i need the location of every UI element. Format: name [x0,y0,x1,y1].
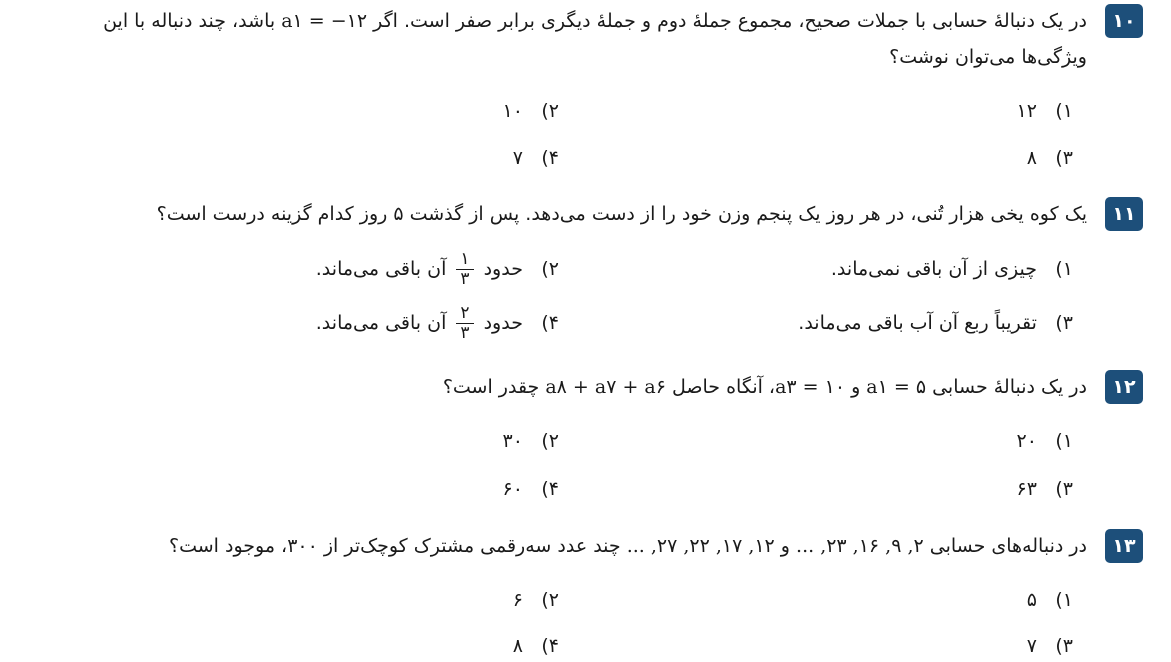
question-stem: در دنباله‌های حسابی ... ,۲۳ ,۱۶ ,۹ ,۲ و ... ,۲۷ ,۲۲ ,۱۷ ,۱۲ چند عدد سه‌رقمی مشترک کوچک‌تر از ۳۰۰، موجود است؟ [47,528,1087,564]
option-3[interactable]: ۳) ۷ [1026,635,1073,657]
sequence-1: ... ,۲۳ ,۱۶ ,۹ ,۲ [796,535,924,557]
option-2[interactable]: ۲) ۳۰ [502,430,559,452]
option-4[interactable]: ۴) ۶۰ [502,478,559,500]
option-1[interactable]: ۱) ۱۲ [1016,100,1073,122]
option-2[interactable]: ۲) ۱۰ [502,100,559,122]
option-2[interactable]: ۲) ۶ [512,589,559,611]
option-1[interactable]: ۱) ۵ [1026,589,1073,611]
question-number-badge: ۱۱ [1105,197,1143,231]
option-4[interactable]: ۴) ۷ [512,147,559,169]
option-3[interactable]: ۳) ۶۳ [1016,478,1073,500]
option-4[interactable]: ۴) ۸ [512,635,559,657]
option-1[interactable]: ۱) چیزی از آن باقی نمی‌ماند. [830,258,1073,280]
math-expression: a۳ = ۱۰ [775,376,846,398]
math-expression: a۸ + a۷ + a۶ [545,376,666,398]
option-4[interactable]: ۴) حدود $\frac{۲}{۳}$ آن باقی می‌ماند. [315,303,559,343]
fraction: $\frac{۱}{۳}$ [456,250,473,289]
sequence-2: ... ,۲۷ ,۲۲ ,۱۷ ,۱۲ [626,535,775,557]
question-number-badge: ۱۰ [1105,4,1143,38]
option-1[interactable]: ۱) ۲۰ [1016,430,1073,452]
option-3[interactable]: ۳) ۸ [1026,147,1073,169]
math-expression: a۱ = −۱۲ [281,10,368,32]
question-number-badge: ۱۳ [1105,529,1143,563]
question-stem: در یک دنبالهٔ حسابی با جملات صحیح، مجموع جملهٔ دوم و جملهٔ دیگری برابر صفر است. اگر a۱ = −۱۲ باشد، چند دنباله با این ویژگی‌ها می‌توان نوشت؟ [103,10,1087,68]
fraction: $\frac{۲}{۳}$ [456,304,473,343]
math-expression: a۱ = ۵ [866,376,927,398]
option-2[interactable]: ۲) حدود $\frac{۱}{۳}$ آن باقی می‌ماند. [315,249,559,289]
question-number-badge: ۱۲ [1105,370,1143,404]
question-stem: در یک دنبالهٔ حسابی a۱ = ۵ و a۳ = ۱۰، آنگاه حاصل a۸ + a۷ + a۶ چقدر است؟ [442,376,1087,398]
option-3[interactable]: ۳) تقریباً ربع آن آب باقی می‌ماند. [798,312,1073,334]
question-stem: یک کوه یخی هزار تُنی، در هر روز یک پنجم وزن خود را از دست می‌دهد. پس از گذشت ۵ روز کدام گزینه درست است؟ [156,203,1087,225]
